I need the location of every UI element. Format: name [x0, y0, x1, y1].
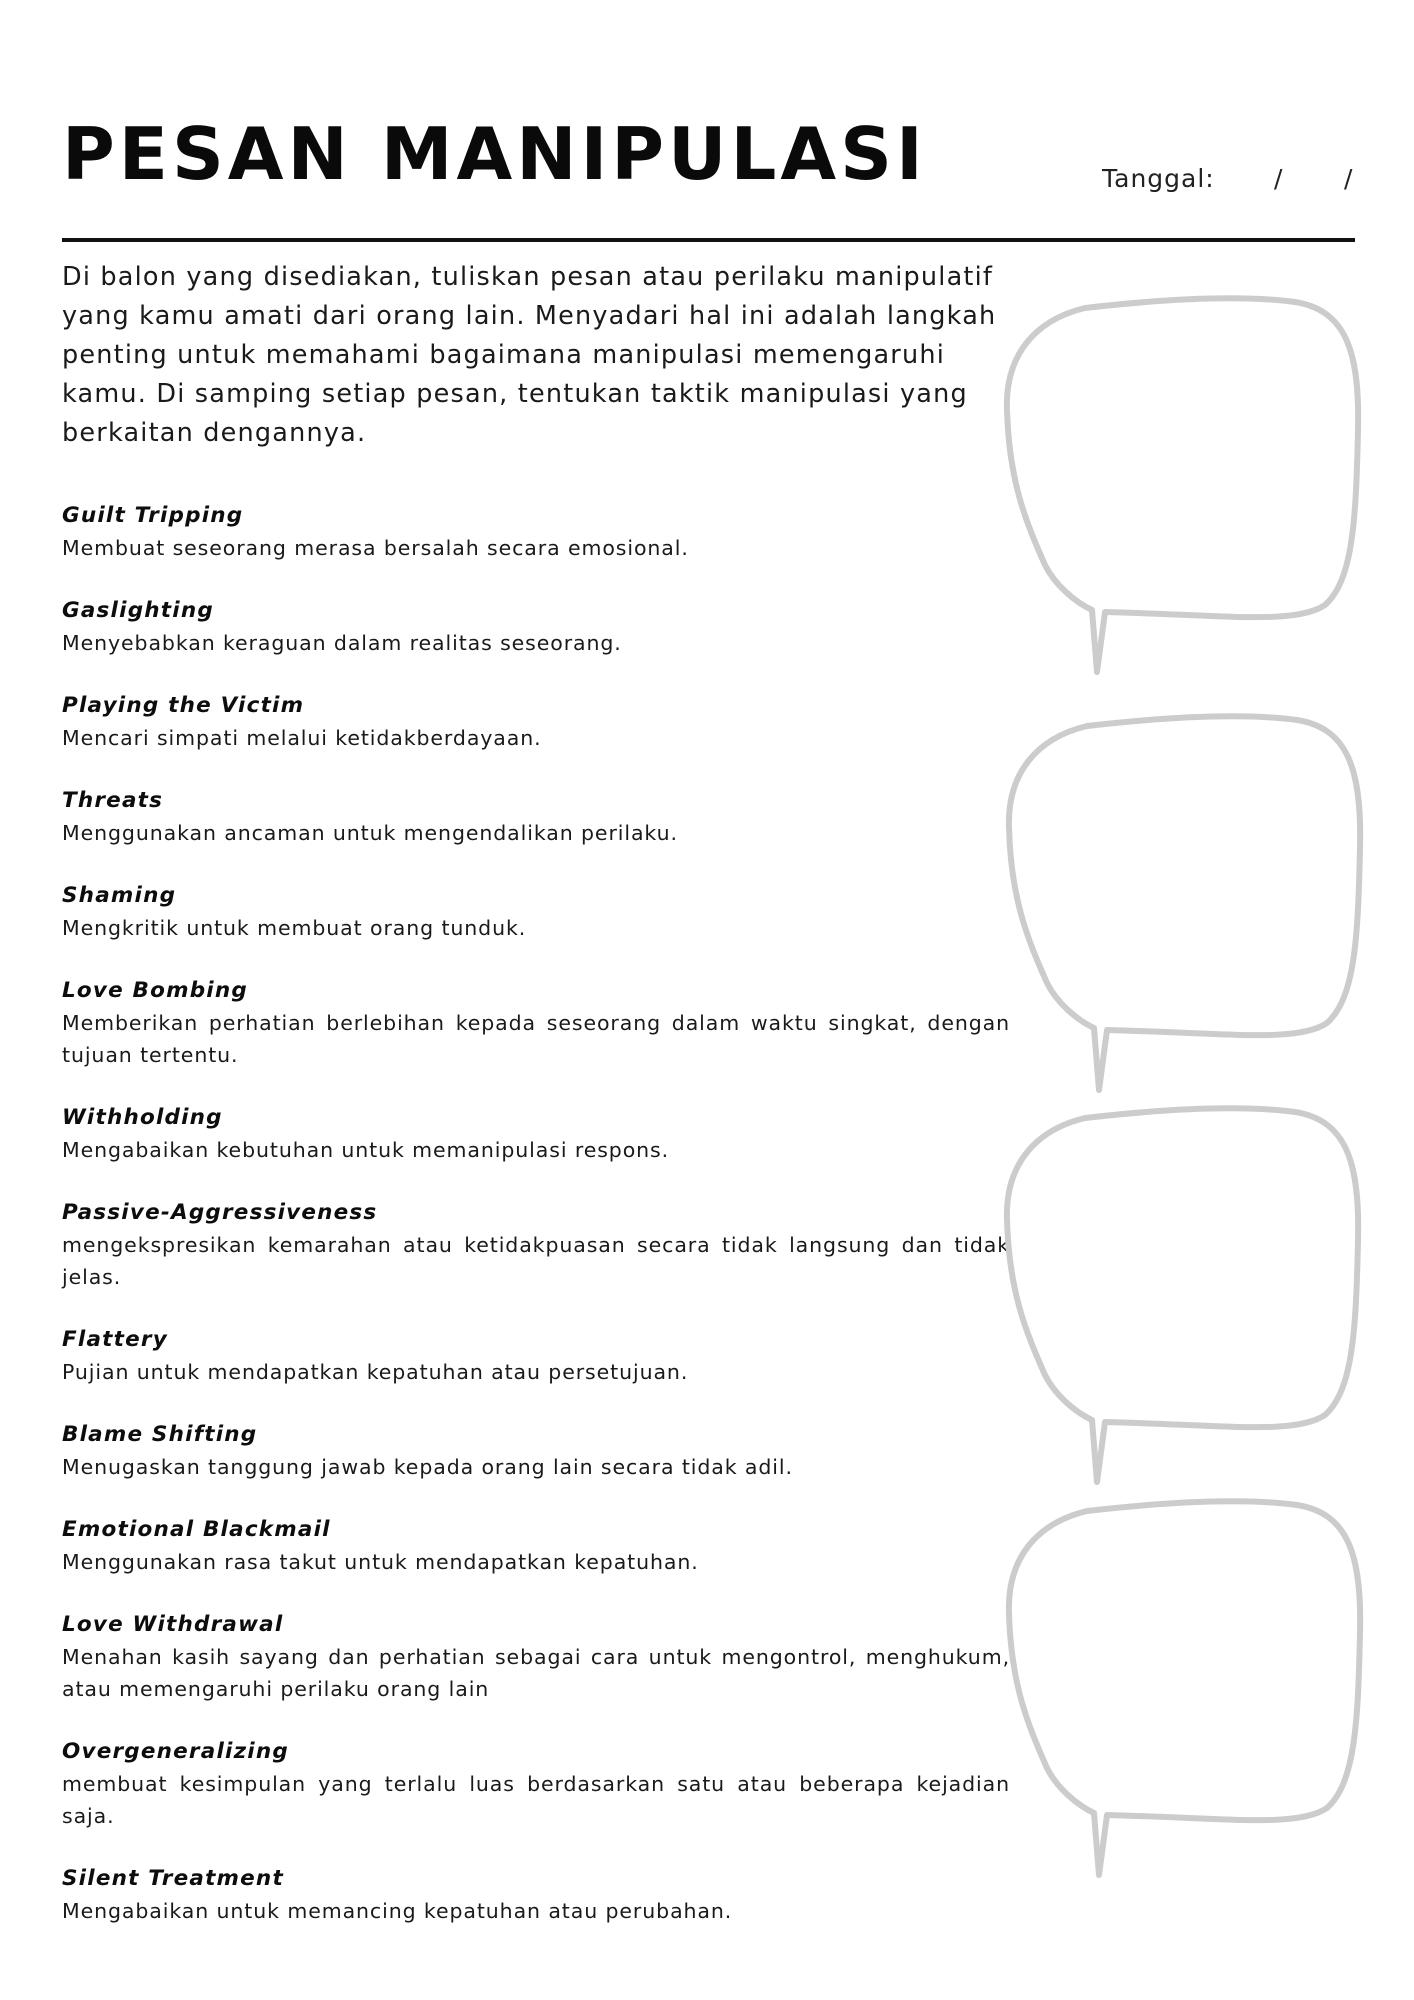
tactic-description: Mengabaikan kebutuhan untuk memanipulasi respons. — [62, 1138, 670, 1162]
tactic-description: Mencari simpati melalui ketidakberdayaan. — [62, 726, 542, 750]
intro-paragraph: Di balon yang disediakan, tuliskan pesan atau perilaku manipulatif yang kamu amati dari orang lain. Menyadari hal ini adalah langkah penting untuk memahami bagaimana manipulasi memengaruhi kamu. Di samping setiap pesan, tentukan taktik manipulasi yang berkaitan dengannya. — [62, 262, 997, 448]
speech-bubble[interactable] — [1009, 1501, 1360, 1875]
speech-bubble-outline — [1007, 1108, 1358, 1482]
speech-bubble[interactable] — [1009, 716, 1360, 1090]
tactic-description: Mengkritik untuk membuat orang tunduk. — [62, 916, 527, 940]
speech-bubble-column — [995, 280, 1375, 1900]
tactic-description: Menggunakan ancaman untuk mengendalikan perilaku. — [62, 821, 678, 845]
tactic-description: mengekspresikan kemarahan atau ketidakpuasan secara tidak langsung dan tidak jelas. — [62, 1233, 1010, 1289]
date-field — [1102, 164, 1354, 193]
speech-bubble[interactable] — [1007, 1108, 1358, 1482]
tactic-list — [62, 500, 1010, 1958]
tactic-description: Membuat seseorang merasa bersalah secara emosional. — [62, 536, 689, 560]
tactic-name: Shaming — [62, 883, 177, 908]
tactic-name: Passive-Aggressiveness — [62, 1200, 378, 1225]
tactic-name: Flattery — [62, 1327, 168, 1352]
tactic-name: Playing the Victim — [62, 693, 305, 718]
tactic-item — [62, 1736, 1010, 1832]
tactic-item — [62, 1514, 1010, 1578]
speech-bubble-outline — [1007, 298, 1358, 672]
tactic-description: Menyebabkan keraguan dalam realitas seseorang. — [62, 631, 622, 655]
page-title: PESAN MANIPULASI — [62, 112, 927, 196]
tactic-name: Silent Treatment — [62, 1866, 284, 1891]
date-separator: / — [1274, 164, 1284, 193]
tactic-description: Mengabaikan untuk memancing kepatuhan atau perubahan. — [62, 1899, 733, 1923]
tactic-item — [62, 1609, 1010, 1705]
speech-bubble-outline — [1009, 1501, 1360, 1875]
tactic-name: Overgeneralizing — [62, 1739, 289, 1764]
tactic-description: membuat kesimpulan yang terlalu luas berdasarkan satu atau beberapa kejadian saja. — [62, 1772, 1010, 1828]
tactic-item — [62, 880, 1010, 944]
tactic-description: Menggunakan rasa takut untuk mendapatkan kepatuhan. — [62, 1550, 699, 1574]
tactic-name: Blame Shifting — [62, 1422, 258, 1447]
tactic-item — [62, 975, 1010, 1071]
tactic-item — [62, 690, 1010, 754]
tactic-item — [62, 785, 1010, 849]
tactic-item — [62, 1197, 1010, 1293]
tactic-item — [62, 1863, 1010, 1927]
tactic-name: Love Bombing — [62, 978, 248, 1003]
tactic-description: Menugaskan tanggung jawab kepada orang lain secara tidak adil. — [62, 1455, 793, 1479]
header-divider — [62, 238, 1355, 242]
tactic-name: Gaslighting — [62, 598, 214, 623]
date-label: Tanggal: — [1102, 164, 1215, 193]
tactic-name: Love Withdrawal — [62, 1612, 284, 1637]
tactic-name: Threats — [62, 788, 164, 813]
tactic-description: Pujian untuk mendapatkan kepatuhan atau persetujuan. — [62, 1360, 689, 1384]
tactic-item — [62, 500, 1010, 564]
tactic-name: Emotional Blackmail — [62, 1517, 331, 1542]
tactic-description: Memberikan perhatian berlebihan kepada seseorang dalam waktu singkat, dengan tujuan tertentu. — [62, 1011, 1010, 1067]
tactic-name: Withholding — [62, 1105, 223, 1130]
tactic-item — [62, 595, 1010, 659]
tactic-description: Menahan kasih sayang dan perhatian sebagai cara untuk mengontrol, menghukum, atau memengaruhi perilaku orang lain — [62, 1645, 1010, 1701]
tactic-item — [62, 1324, 1010, 1388]
tactic-item — [62, 1102, 1010, 1166]
tactic-item — [62, 1419, 1010, 1483]
speech-bubble-outline — [1009, 716, 1360, 1090]
tactic-name: Guilt Tripping — [62, 503, 244, 528]
date-separator: / — [1344, 164, 1354, 193]
speech-bubble[interactable] — [1007, 298, 1358, 672]
